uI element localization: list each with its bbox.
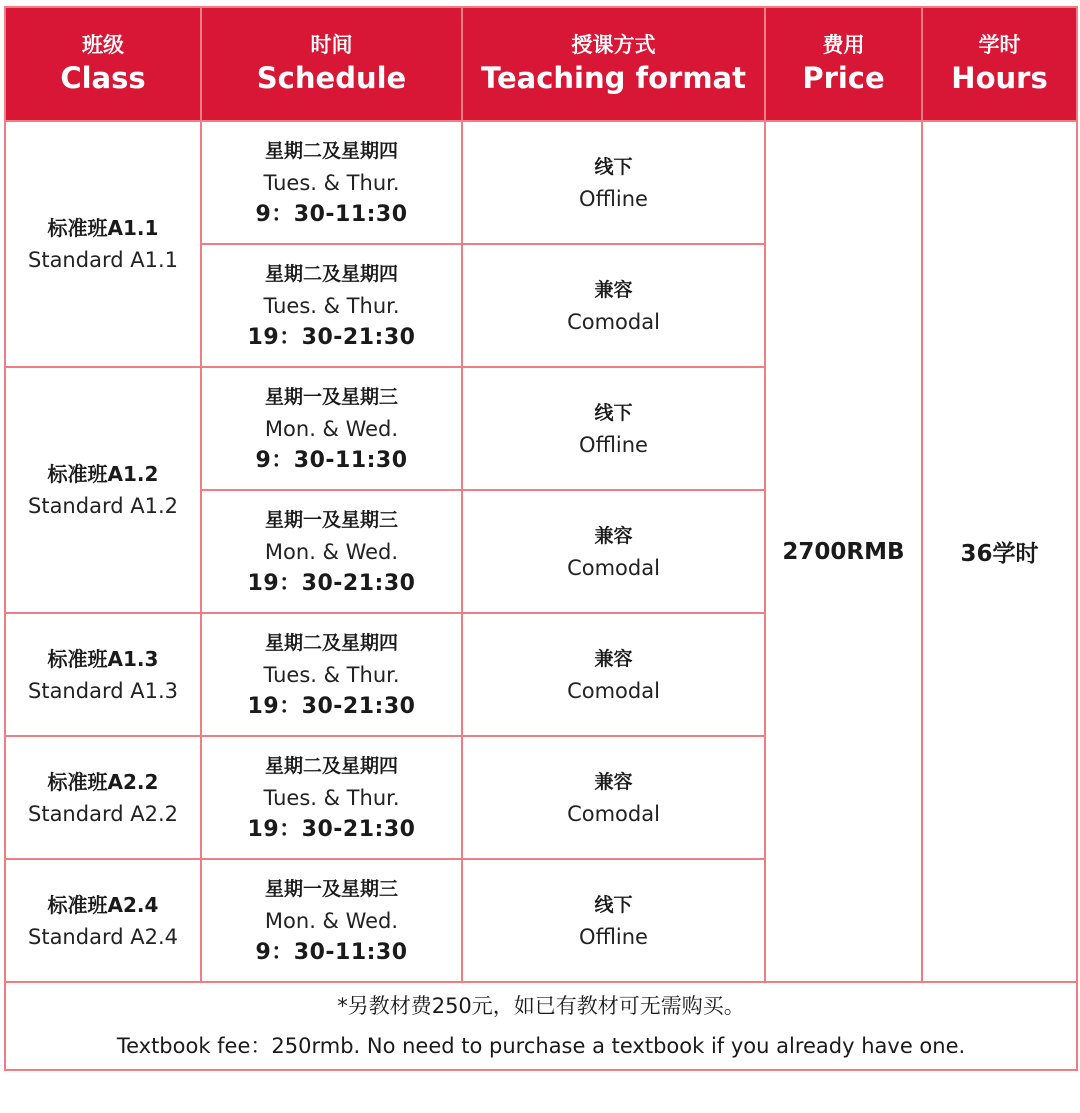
note-row: [5, 982, 1077, 1070]
class-cell: 标准班A1.2 Standard A1.2: [5, 367, 201, 613]
format-cell: 兼容 Comodal: [462, 736, 765, 859]
schedule-cell: 星期二及星期四 Tues. & Thur. 19：30-21:30: [201, 736, 462, 859]
class-cell: 标准班A2.4 Standard A2.4: [5, 859, 201, 982]
schedule-cell: 星期二及星期四 Tues. & Thur. 19：30-21:30: [201, 613, 462, 736]
header-teaching-format: 授课方式 Teaching format: [462, 7, 765, 121]
class-cell: 标准班A1.3 Standard A1.3: [5, 613, 201, 736]
price-cell: 2700RMB: [765, 121, 922, 982]
header-price: 费用 Price: [765, 7, 922, 121]
textbook-note: *另教材费250元，如已有教材可无需购买。 Textbook fee：250rmb. No need to purchase a textbook if you already have one.: [5, 982, 1077, 1070]
header-row: [5, 7, 1077, 121]
format-cell: 线下 Offline: [462, 859, 765, 982]
schedule-table-container: [4, 6, 1076, 1107]
course-schedule-table: [4, 6, 1078, 1071]
class-cell: 标准班A1.1 Standard A1.1: [5, 121, 201, 367]
header-schedule: 时间 Schedule: [201, 7, 462, 121]
format-cell: 兼容 Comodal: [462, 490, 765, 613]
header-hours: 学时 Hours: [922, 7, 1077, 121]
schedule-cell: 星期二及星期四 Tues. & Thur. 9：30-11:30: [201, 121, 462, 244]
schedule-cell: 星期二及星期四 Tues. & Thur. 19：30-21:30: [201, 244, 462, 367]
format-cell: 线下 Offline: [462, 121, 765, 244]
table-row: [5, 121, 1077, 244]
hours-cell: 36学时: [922, 121, 1077, 982]
class-cell: 标准班A2.2 Standard A2.2: [5, 736, 201, 859]
format-cell: 线下 Offline: [462, 367, 765, 490]
schedule-cell: 星期一及星期三 Mon. & Wed. 19：30-21:30: [201, 490, 462, 613]
schedule-cell: 星期一及星期三 Mon. & Wed. 9：30-11:30: [201, 367, 462, 490]
header-class: 班级 Class: [5, 7, 201, 121]
format-cell: 兼容 Comodal: [462, 244, 765, 367]
format-cell: 兼容 Comodal: [462, 613, 765, 736]
schedule-cell: 星期一及星期三 Mon. & Wed. 9：30-11:30: [201, 859, 462, 982]
